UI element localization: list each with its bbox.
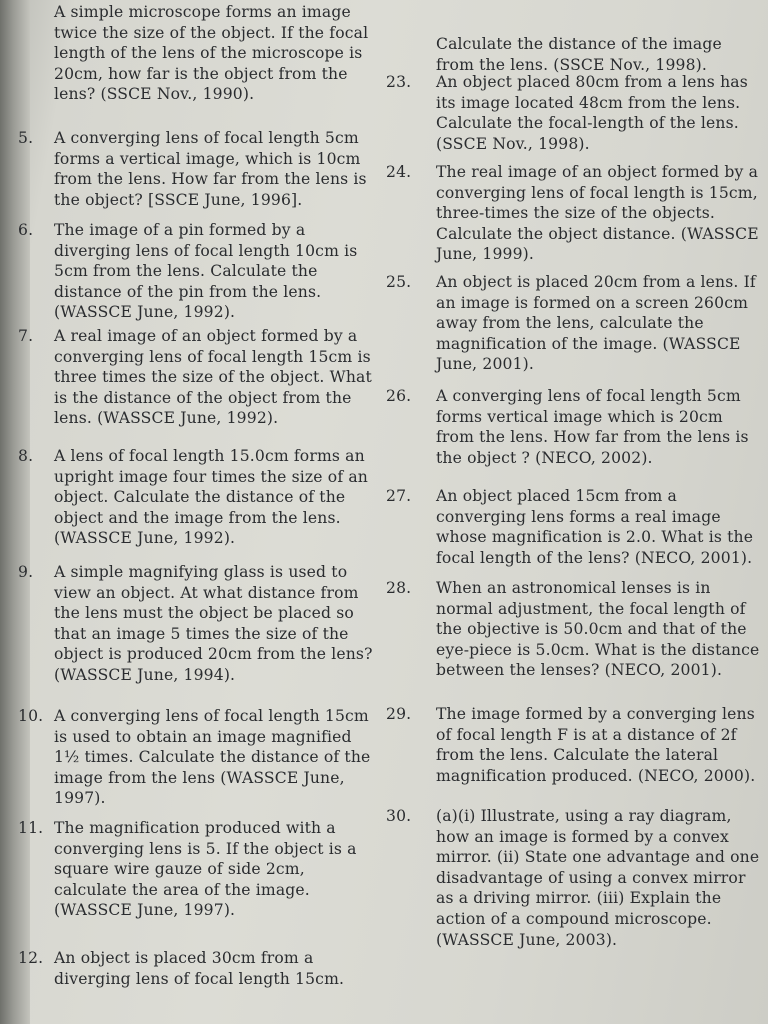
question-number: 27. [386, 487, 412, 505]
question-text: (a)(i) Illustrate, using a ray diagram, how an image is formed by a convex mirror. (ii) State one advantage and one disadvantage of using a convex mirror as a driving mirror. (iii) Explain the action of a compound microscope. (WASSCE June, 2003). [436, 807, 760, 949]
question-item [386, 704, 760, 786]
question-item [18, 326, 374, 429]
question-number: 7. [18, 327, 34, 345]
question-text: An object is placed 30cm from a diverging lens of focal length 15cm. [54, 949, 345, 988]
question-text: An object is placed 20cm from a lens. If an image is formed on a screen 260cm away from the lens, calculate the magnification of the image. (WASSCE June, 2001). [436, 273, 756, 374]
question-item [386, 386, 760, 468]
question-text: The real image of an object formed by a converging lens of focal length is 15cm, three-times the size of the objects. Calculate the object distance. (WASSCE June, 1999). [436, 163, 759, 264]
question-number: 30. [386, 807, 412, 825]
question-number: 8. [18, 447, 34, 465]
question-number: 26. [386, 387, 412, 405]
question-text: An object placed 80cm from a lens has its image located 48cm from the lens. Calculate the focal-length of the lens. (SSCE Nov., 1998). [436, 73, 748, 153]
question-item [386, 806, 760, 950]
question-item [386, 486, 760, 568]
question-text: A converging lens of focal length 5cm forms a vertical image, which is 10cm from the lens. How far from the lens is the object? [SSCE June, 1996]. [54, 129, 367, 209]
question-number: 25. [386, 273, 412, 291]
question-number: 6. [18, 221, 34, 239]
question-text: A converging lens of focal length 15cm is used to obtain an image magnified 1½ times. Calculate the distance of the image from the lens (WASSCE June, 1997). [54, 707, 371, 808]
question-item [386, 72, 760, 154]
question-item [18, 562, 374, 686]
question-item [18, 818, 374, 921]
question-number: 12. [18, 949, 44, 967]
question-number: 9. [18, 563, 34, 581]
question-text: A simple microscope forms an image twice the size of the object. If the focal length of the lens of the microscope is 20cm, how far is the object from the lens? (SSCE Nov., 1990). [54, 3, 369, 104]
question-number: 11. [18, 819, 44, 837]
question-item [386, 162, 760, 265]
question-text: The image formed by a converging lens of focal length F is at a distance of 2f from the lens. Calculate the lateral magnification produced. (NECO, 2000). [436, 705, 756, 785]
question-item [386, 34, 760, 75]
question-item [18, 446, 374, 549]
question-number: 29. [386, 705, 412, 723]
question-text: An object placed 15cm from a converging lens forms a real image whose magnification is 2.0. What is the focal length of the lens? (NECO, 2001). [436, 487, 754, 567]
question-item [18, 2, 374, 105]
question-item [386, 578, 760, 681]
question-number: 5. [18, 129, 34, 147]
question-text: A lens of focal length 15.0cm forms an upright image four times the size of an object. Calculate the distance of the object and the image from the lens. (WASSCE June, 1992). [54, 447, 368, 548]
question-text: A converging lens of focal length 5cm forms vertical image which is 20cm from the lens. How far from the lens is the object ? (NECO, 2002). [436, 387, 749, 467]
question-text: The image of a pin formed by a diverging lens of focal length 10cm is 5cm from the lens. Calculate the distance of the pin from the lens. (WASSCE June, 1992). [54, 221, 358, 322]
question-number: 23. [386, 73, 412, 91]
question-number: 10. [18, 707, 44, 725]
question-number: 28. [386, 579, 412, 597]
question-text: A real image of an object formed by a converging lens of focal length 15cm is three times the size of the object. What is the distance of the object from the lens. (WASSCE June, 1992). [54, 327, 372, 428]
question-item [18, 948, 374, 989]
question-item [18, 706, 374, 809]
question-item [18, 128, 374, 210]
question-item [18, 220, 374, 323]
question-number: 24. [386, 163, 412, 181]
question-text: The magnification produced with a converging lens is 5. If the object is a square wire gauze of side 2cm, calculate the area of the image. (WASSCE June, 1997). [54, 819, 357, 920]
question-text: Calculate the distance of the image from the lens. (SSCE Nov., 1998). [436, 35, 722, 74]
question-text: A simple magnifying glass is used to view an object. At what distance from the lens must the object be placed so that an image 5 times the size of the object is produced 20cm from the lens? (WASSCE June, 1994). [54, 563, 373, 684]
question-text: When an astronomical lenses is in normal adjustment, the focal length of the objective is 50.0cm and that of the eye-piece is 5.0cm. What is the distance between the lenses? (NECO, 2001). [436, 579, 760, 680]
question-item [386, 272, 760, 375]
